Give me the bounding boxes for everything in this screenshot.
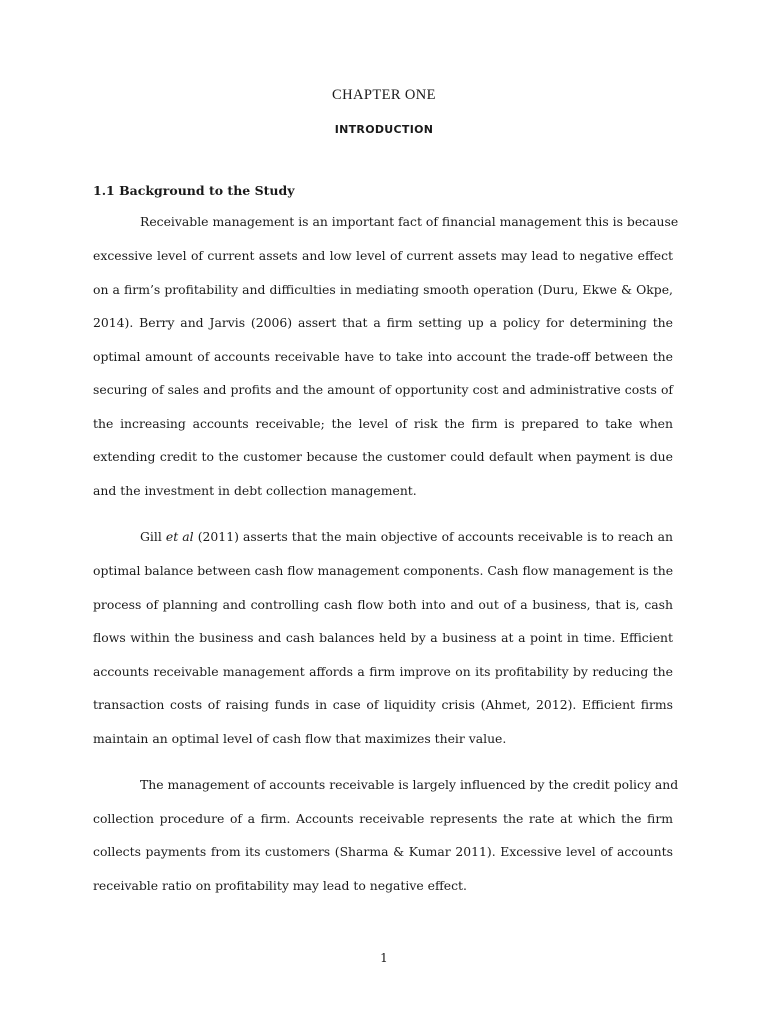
section-title: 1.1 Background to the Study — [93, 183, 295, 198]
text-line: collection procedure of a firm. Accounts receivable represents the rate at which the firm — [93, 811, 673, 826]
text-line: accounts receivable management affords a firm improve on its profitability by reducing the — [93, 664, 673, 679]
text-line: flows within the business and cash balances held by a business at a point in time. Efficient — [93, 630, 673, 645]
text-line: transaction costs of raising funds in case of liquidity crisis (Ahmet, 2012). Efficient firms — [93, 697, 673, 712]
text-line: excessive level of current assets and low level of current assets may lead to negative effect — [93, 248, 673, 263]
text-line: The management of accounts receivable is largely influenced by the credit policy and — [140, 777, 679, 792]
chapter-title: CHAPTER ONE — [332, 87, 436, 103]
text-line: 2014). Berry and Jarvis (2006) assert that a firm setting up a policy for determining the — [93, 315, 673, 330]
text-line: on a firm’s profitability and difficulties in mediating smooth operation (Duru, Ekwe & Okpe, — [93, 282, 673, 297]
text-line: receivable ratio on profitability may lead to negative effect. — [93, 878, 467, 893]
text-line: the increasing accounts receivable; the level of risk the firm is prepared to take when — [93, 416, 673, 431]
text-line: securing of sales and profits and the amount of opportunity cost and administrative costs of — [93, 382, 673, 397]
text-line: process of planning and controlling cash flow both into and out of a business, that is, cash — [93, 597, 673, 612]
italic-text: et al — [165, 529, 194, 544]
text-line: collects payments from its customers (Sharma & Kumar 2011). Excessive level of accounts — [93, 844, 673, 859]
text-line: optimal amount of accounts receivable have to take into account the trade-off between the — [93, 349, 673, 364]
text-span: (2011) asserts that the main objective of accounts receivable is to reach an — [193, 529, 673, 544]
page-number: 1 — [380, 951, 388, 965]
text-line: optimal balance between cash flow management components. Cash flow management is the — [93, 563, 674, 578]
text-line — [140, 527, 673, 547]
text-line: maintain an optimal level of cash flow that maximizes their value. — [93, 731, 507, 746]
text-line: and the investment in debt collection management. — [93, 483, 417, 498]
text-line: extending credit to the customer because the customer could default when payment is due — [93, 449, 673, 464]
text-line: Receivable management is an important fact of financial management this is because — [140, 214, 679, 229]
chapter-heading: INTRODUCTION — [334, 123, 434, 136]
text-span: Gill — [140, 529, 166, 544]
